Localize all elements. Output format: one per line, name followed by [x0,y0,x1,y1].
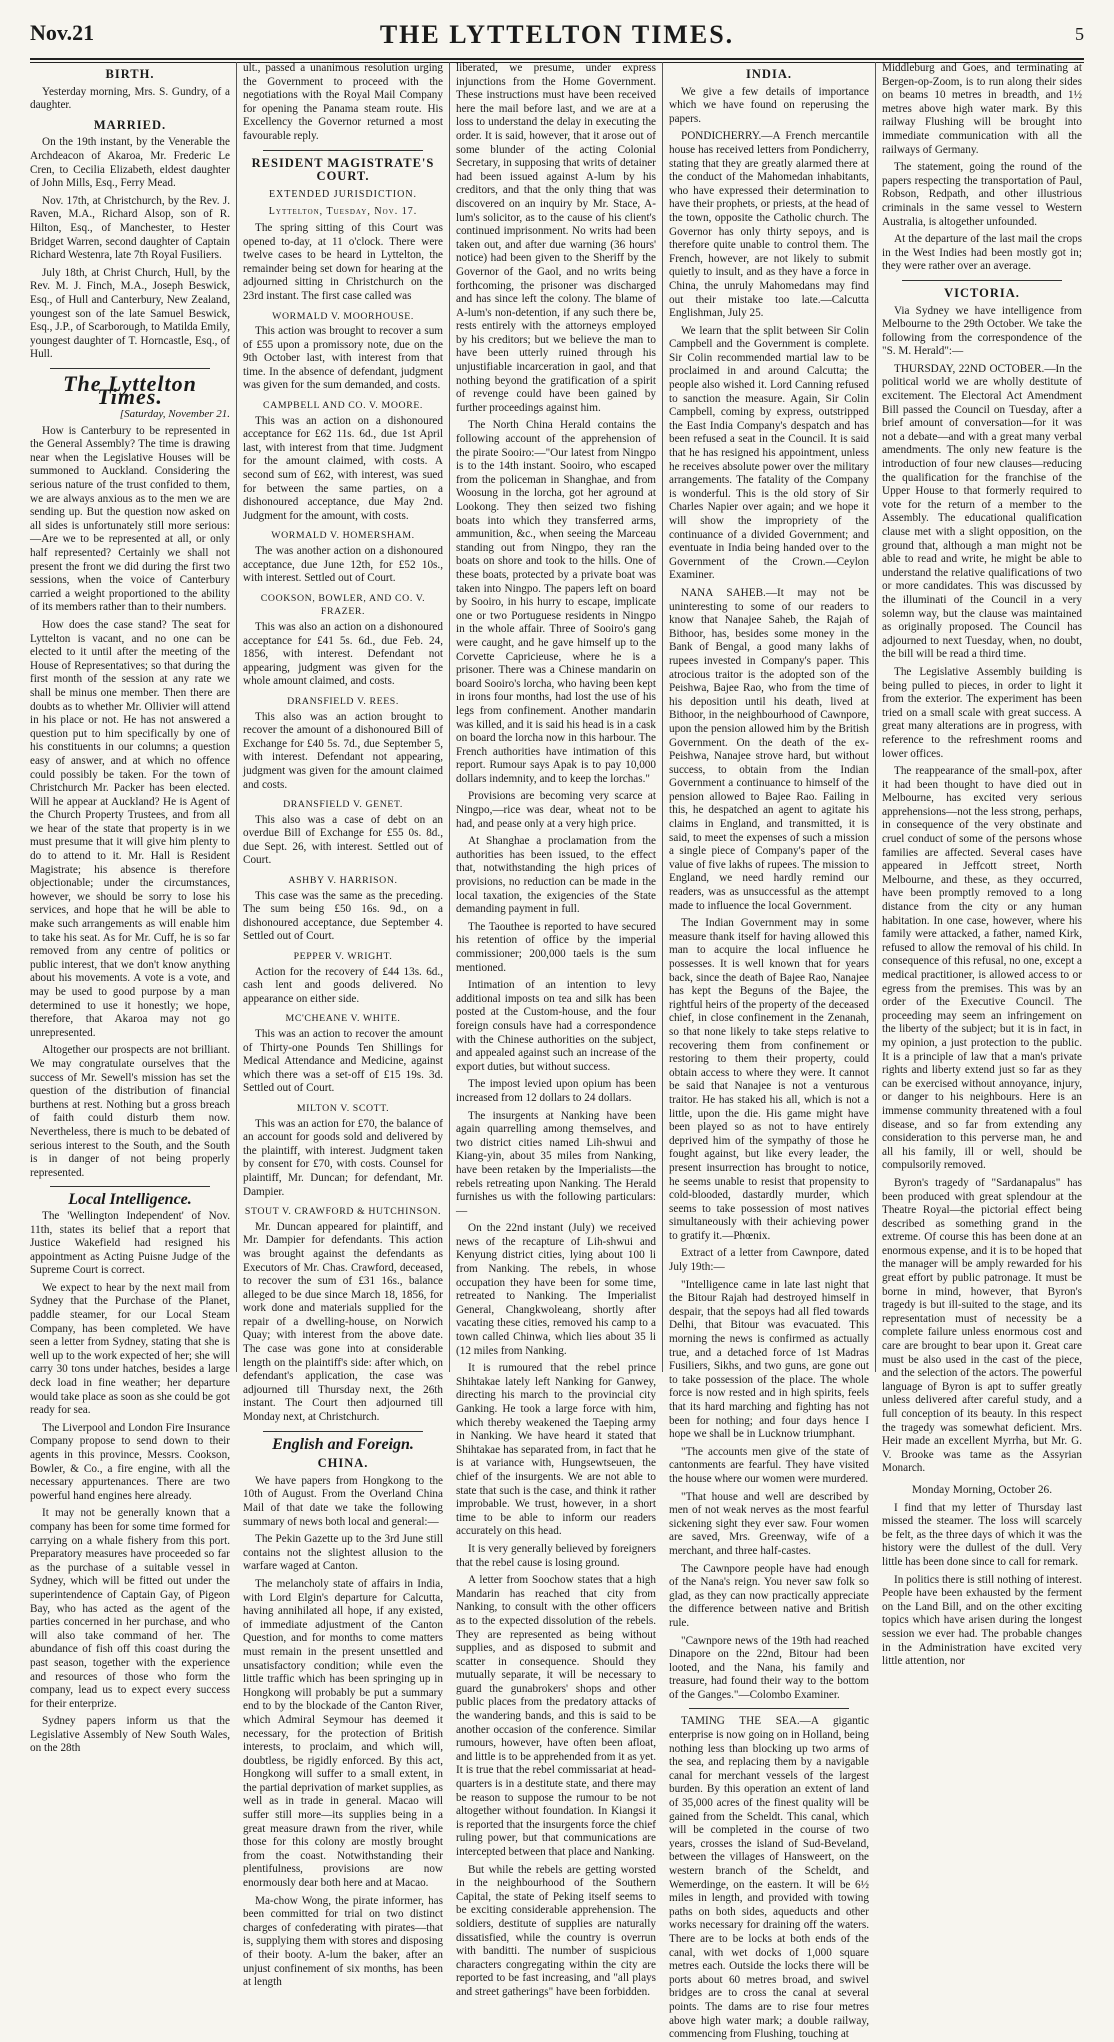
news-paragraph: The statement, going the round of the papers respecting the transportation of Paul, Robson, Redpath, and other illustrious criminals in the same vessel to Western Australia, is altogether unfounded. [882,161,1082,228]
china-paragraph: liberated, we presume, under express injunctions from the Home Government. These instructions must have been received here the mail before last, and we are at a loss to understand the delay in executing the order. It is said, however, that it arose out of some blunder of the acting Colonial Secretary, in supposing that writs of detainer had been issued against A-lum by his creditors, and that the only thing that was discovered on an inquiry by Mr. Stace, A-lum's solicitor, as to the cause of his client's continued imprisonment. No writs had been taken out, and after due warning (36 hours' notice) had been given to the Sheriff by the Governor of the Gaol, and no writs being forthcoming, the prisoner was discharged and has since left the colony. The blame of A-lum's non-detention, if any such there be, rests entirely with the attorneys employed by his creditors; but we believe the man to have been utterly ruined through his unjustifiable incarceration in gaol, and that nothing beyond the gratification of a spirit of revenge could have been gained by further proceedings against him. [456,62,656,414]
divider [263,1431,423,1432]
india-paragraph: We give a few details of importance which we have found on reperusing the papers. [669,85,869,125]
married-notice: July 18th, at Christ Church, Hull, by the Rev. M. J. Finch, M.A., Joseph Beswick, Esq., of Hull and Canterbury, New Zealand, youngest son of the late Samuel Beswick, Esq., J.P., of Scarborough, to Matilda Emily, youngest daughter of T. Horncastle, Esq., of Hull. [30,266,230,361]
nameplate: The Lyttelton Times. [63,370,197,410]
case-title: WORMALD V. MOORHOUSE. [272,310,414,322]
case-title: CAMPBELL AND CO. V. MOORE. [263,400,423,412]
column-divider [662,62,663,1372]
birth-notice: Yesterday morning, Mrs. S. Gundry, of a daughter. [30,85,230,112]
english-foreign-heading: English and Foreign. [272,1435,414,1453]
divider [902,280,1062,281]
divider [689,1708,849,1709]
case-text: This was an action to recover the amount of Thirty-one Pounds Ten Shillings for Medical Attendance and Medicine, against which there was a set-off of £15 19s. 3d. Settled out of Court. [243,1028,443,1095]
china-paragraph: The insurgents at Nanking have been again quarrelling among themselves, and two district cities named Lih-shwui and Kiang-yin, about 35 miles from Nanking, have been retaken by the Imperialists—the rebels retreating upon Nanking. The Herald furnishes us with the following particulars:— [456,1109,656,1217]
case-title: DRANSFIELD V. GENET. [283,799,403,811]
continued-paragraph: ult., passed a unanimous resolution urging the Government to proceed with the negotiations with the Royal Mail Company for opening the Panama steam route. His Excellency the Governor returned a most favourable reply. [243,62,443,142]
case-title: WORMALD V. HOMERSHAM. [271,530,415,542]
china-paragraph: The Taouthee is reported to have secured his retention of office by the imperial commissioner; 200,000 taels is the sum mentioned. [456,920,656,974]
issue-date: Nov.21 [30,20,95,45]
china-paragraph: The Pekin Gazette up to the 3rd June still contains not the slightest allusion to the warfare waged at Canton. [243,1533,443,1573]
divider [263,150,423,151]
case-title: MC'CHEANE V. WHITE. [285,1013,401,1025]
local-paragraph: The 'Wellington Independent' of Nov. 11th, states its belief that a report that Justice Wakefield had resigned his appointment as Acting Puisne Judge of the Supreme Court is correct. [30,1209,230,1277]
married-notice: On the 19th instant, by the Venerable the Archdeacon of Akaroa, Mr. Frederic Le Cren, to Cecilia Elizabeth, eldest daughter of John Mills, Esq., Ferry Mead. [30,136,230,190]
china-paragraph: On the 22nd instant (July) we received news of the recapture of Lih-shwui and Kenyung district cities, lying about 100 li from Nanking. The rebels, in whose occupation they have been for some time, retreated to Nanking. The Imperialist General, Changkwoleang, shortly after vacating these cities, removed his camp to a town called Chinwa, which lies about 35 li (12 miles from Nanking. [456,1222,656,1357]
china-paragraph: It is very generally believed by foreigners that the rebel cause is losing ground. [456,1542,656,1569]
case-text: This also was a case of debt on an overdue Bill of Exchange for £55 0s. 8d., due Sept. 26, with interest. Settled out of Court. [243,813,443,867]
china-paragraph: Provisions are becoming very scarce at Ningpo,—rice was dear, wheat not to be had, and pease only at a very high price. [456,790,656,830]
case-text: The was another action on a dishonoured acceptance, due June 12th, for £52 10s., with interest. Settled out of Court. [243,545,443,585]
column-4 [669,62,869,2041]
divider [50,1186,210,1187]
birth-heading: BIRTH. [105,67,155,81]
leader-dateline: [Saturday, November 21. [119,408,230,421]
china-paragraph: The impost levied upon opium has been increased from 12 dollars to 24 dollars. [456,1078,656,1104]
case-text: This action was brought to recover a sum of £55 upon a promissory note, due on the 9th October last, with interest from that time. In the absence of defendant, judgment was given for the sum demanded, and costs. [243,325,443,392]
india-paragraph: "Intelligence came in late last night that the Bitour Rajah had destroyed himself in despair, that the sepoys had all fled towards Delhi, that Bitour was evacuated. This morning the news is confirmed as actually true, and a detached force of 1st Madras Fusiliers, Sikhs, and two guns, are gone out to take possession of the place. The whole force is now rested and in high spirits, feels that its hard marching and fighting has not been for nothing; and four days hence I hope we shall be in Lucknow triumphant. [669,1278,869,1441]
case-text: This was an action for £70, the balance of an account for goods sold and delivered by the plaintiff, with interest. Judgment taken by consent for £70, with costs. Counsel for plaintiff, Mr. Duncan; for defendant, Mr. Dampier. [243,1117,443,1198]
local-paragraph: The Liverpool and London Fire Insurance Company propose to send down to their agents in this province, Messrs. Cookson, Bowler, & Co., a fire engine, with all the necessary appurtenances. There are two powerful hand engines here already. [30,1421,230,1502]
case-text: This also was an action brought to recover the amount of a dishonoured Bill of Exchange for £40 5s. 7d., due September 5, with interest. Defendant not appearing, judgment was given for the amount claimed and costs. [243,710,443,791]
married-notice: Nov. 17th, at Christchurch, by the Rev. J. Raven, M.A., Richard Alsop, son of R. Hilton, Esq., of Manchester, to Hester Bridget Warren, second daughter of Captain Richard Westenra, late 7th Royal Fusiliers. [30,194,230,262]
taming-sea-paragraph: TAMING THE SEA.—A gigantic enterprise is now going on in Holland, being nothing less than blocking up two arms of the sea, and replacing them by a navigable canal for merchant vessels of the largest burden. By this operation an extent of land of 35,000 acres of the finest quality will be gained from the Scheldt. This canal, which will be completed in the course of two years, crosses the island of Sud-Beveland, between the villages of Hansweert, on the western branch of the Scheldt, and Wemerdinge, on the eastern. It will be 6½ miles in length, and provided with towing paths on both sides, aqueducts and other works necessary for draining off the waters. There are to be locks at both ends of the canal, with wet docks of 1,000 square metres each. Outside the locks there will be ports about 60 metres broad, and swivel bridges are to cross the canal at several points. The dams are to rise four metres above high water mark; a double railway, commencing from Flushing, touching at [669,1715,869,2041]
india-paragraph: The Indian Government may in some measure thank itself for having allowed this man to acquire the local influence he possesses. It is well known that for years back, since the death of Bajee Rao, Nanajee has kept the Beguns of the Bajee, the rightful heirs of the property of the deceased chief, in close confinement in the Zenanah, so that none likely to take steps relative to recovering them from confinement or restoring to them their property, could obtain access to where they were. It cannot be said that Nanajee is not a venturous traitor. He has staked his all, which is not a little, upon the die. His game might have been played so as not to have entirely deprived him of the sympathy of those he fought against, but like every leader, the present insurrection has brought to notice, he seems unable to resist that propensity to cold-blooded, dastardly murder, which seems to take possession of most natives simultaneously with their achieving power to gratify it.—Phœnix. [669,917,869,1242]
india-paragraph: PONDICHERRY.—A French mercantile house has received letters from Pondicherry, stating that they are greatly alarmed there at the conduct of the Mahomedan inhabitants, who have expressed their determination to have their prophets, or priests, at the head of the town, opposite the Catholic church. The Governor has only thirty sepoys, and is therefore quite unable to control them. The French, however, are not likely to submit quietly to insult, and as they have a force in China, the unruly Mahomedans may find out their mistake too late.—Calcutta Englishman, July 25. [669,130,869,320]
china-paragraph: Intimation of an intention to levy additional imposts on tea and silk has been posted at the Custom-house, and the four foreign consuls have had a correspondence with the Chinese authorities on the subject, and appealed against such an increase of the export duties, but without success. [456,979,656,1073]
china-paragraph: The North China Herald contains the following account of the apprehension of the pirate Sooiro:—"Our latest from Ningpo is to the 14th instant. Sooiro, who escaped from the policeman in Shanghae, and from Woosung in the lorcha, got her aground at Lookong. They then seized two fishing boats into which they transferred arms, ammunition, &c., when seeing the Marceau standing out from Ningpo, they ran the boats on shore and took to the hills. One of these boats, protected by a private boat was taken into Ningpo. The papers left on board by Sooiro, in his hurry to escape, implicate one or two Portuguese residents in Ningpo in the whole affair. Three of Sooiro's gang were caught, and he gave himself up to the Corvette Capricieuse, where he is a prisoner. There was a Chinese mandarin on board Sooiro's lorcha, who having been kept in irons four months, had lost the use of his legs from confinement. Another mandarin was killed, and it is said his head is in a cask on board the lorcha now in this harbour. The French authorities have intimation of this report. Rumour says Apak is to pay 10,000 dollars indemnity, and to keep the lorchas." [456,419,656,785]
column-3 [456,62,656,1998]
local-paragraph: Sydney papers inform us that the Legislative Assembly of New South Wales, on the 28th [30,1715,230,1755]
local-paragraph: We expect to hear by the next mail from Sydney that the Purchase of the Planet, paddle steamer, for our Local Steam Company, has been completed. We have seen a letter from Sydney, stating that she is well up to the work expected of her; she will carry 30 tons under hatches, besides a large deck load in fine weather; her departure would take place as soon as she could be got ready for sea. [30,1281,230,1417]
china-heading: CHINA. [317,1456,369,1471]
leader-paragraph: How does the case stand? The seat for Lyttelton is vacant, and no one can be elected to it until after the meeting of the House of Representatives; so that during the first month of the session at any rate we shall be minus one member. Then there are doubts as to whether Mr. Ollivier will attend in his place or not. He has not answered a question put to him specifically by one of his constituents in our columns; a question easy of answer, and at which no offence could possibly be taken. For the town of Christchurch Mr. Packer has been elected. Will he appear at Auckland? He is Agent of the Church Property Trustees, and from all we hear of the state that property is in we must presume that it will give him plenty to do to attend to it. Mr. Hall is Resident Magistrate; his absence is therefore objectionable; under the circumstances, however, we should be sorry to lose his services, and hope that he will be able to make such arrangements as will enable him to take his seat. As for Mr. Cuff, he is so far removed from any centre of politics or public interest, that we don't know anything about his movements. A vote is a vote, and may be used to good purpose by a man determined to use it honestly; we hope, therefore, that Akaroa may not go unrepresented. [30,618,230,1039]
column-2 [243,62,443,1989]
court-date: Lyttelton, Tuesday, Nov. 17. [268,206,418,218]
case-text: Action for the recovery of £44 13s. 6d., cash lent and goods delivered. No appearance on either side. [243,965,443,1005]
victoria-paragraph: The reappearance of the small-pox, after it had been thought to have died out in Melbourne, has excited very serious apprehensions—not the less strong, perhaps, in consequence of the very obstinate and cruel conduct of some of the persons whose families are affected. Several cases have appeared in Jeffcott street, North Melbourne, and these, as they occurred, have been promptly removed to a long distance from the city or any human habitation. In one case, however, where his family were attacked, a father, named Kirk, refused to allow the removal of his child. In consequence of this refusal, no one, except a medical practitioner, is allowed access to or egress from the premises. This was by an order of the Executive Council. The proceeding may seem an infringement on the liberty of the subject; but it is in fact, in my opinion, a just protection to the public. It is a principle of law that a man's private rights and liberty extend just so far as they can be exercised without annoyance, injury, or danger to his neighbours. Here is an immense community threatened with a foul disease, and so far from extending any consideration to this perverse man, he and all his family, ill or well, should be compulsorily removed. [882,765,1082,1172]
india-paragraph: Extract of a letter from Cawnpore, dated July 19th:— [669,1247,869,1274]
leader-paragraph: Altogether our prospects are not brilliant. We may congratulate ourselves that the success of Mr. Sewell's mission has set the question of the distribution of financial burthens at rest. Nothing but a gross breach of faith could disturb them now. Nevertheless, there is much to be debated of serious interest to the South, and the South is in danger of not being properly represented. [30,1044,230,1179]
china-paragraph: At Shanghae a proclamation from the authorities has been issued, to the effect that, notwithstanding the high prices of provisions, no reduction can be made in the local taxation, the exigencies of the State demanding payment in full. [456,835,656,916]
leader-paragraph: How is Canterbury to be represented in the General Assembly? The time is drawing near when the Legislative Houses will be summoned to Auckland. Considering the serious nature of the trust confided to them, we are always anxious as to the men we are sending up. But the question now asked on all sides is unfortunately still more serious:—Are we to be represented at all, or only half represented? Certainly we shall not present the front we did during the first two sessions, when the voice of Canterbury carried a weight proportioned to the ability of its members rather than to their numbers. [30,424,230,614]
court-intro: The spring sitting of this Court was opened to-day, at 11 o'clock. There were twelve cases to be heard in Lyttelton, the remainder being set down for hearing at the adjourned sitting in Christchurch on the 23rd instant. The first case called was [243,221,443,302]
india-paragraph: The Cawnpore people have had enough of the Nana's reign. You never saw folk so glad, as they can now practically appreciate the difference between native and British rule. [669,1562,869,1629]
column-divider [236,62,237,1372]
monday-paragraph: In politics there is still nothing of interest. People have been exhausted by the ferment on the Land Bill, and on the other exciting topics which have arisen during the longest session we ever had. The probable changes in the Administration have excited very little attention, nor [882,1573,1082,1668]
case-text: Mr. Duncan appeared for plaintiff, and Mr. Dampier for defendants. This action was brought against the defendants as Executors of Mr. Chas. Crawford, deceased, to recover the sum of £31 16s., balance alleged to be due since March 18, 1856, for work done and materials supplied for the repair of a dwelling-house, on Norwich Quay; with interest from the above date. The case was gone into at considerable length on the plaintiff's side: after which, on defendant's application, the case was adjourned till Thursday next, the 26th instant. The Court then adjourned till Monday next, at Christchurch. [243,1220,443,1424]
case-text: This was an action on a dishonoured acceptance for £62 11s. 6d., due 1st April last, with interest from that time. Judgment for the amount claimed, with costs. A second sum of £62, with interest, was sued for between the same parties, on a dishonoured acceptance, due May 2nd. Judgment for the amount, with costs. [243,414,443,522]
case-title: MILTON V. SCOTT. [296,1102,390,1114]
india-paragraph: "The accounts men give of the state of cantonments are fearful. They have visited the house where our women were murdered. [669,1445,869,1485]
continued-paragraph: Middleburg and Goes, and terminating at Bergen-op-Zoom, is to run along their sides on beams 10 metres in breadth, and 1½ metres above high water mark. By this railway Flushing will be brought into immediate communication with all the railways of Germany. [882,62,1082,156]
columns [30,62,1084,2041]
column-5 [882,62,1082,1668]
column-divider [875,62,876,1372]
case-title: COOKSON, BOWLER, AND CO. V. FRAZER. [260,592,426,618]
india-paragraph: "That house and well are described by men of not weak nerves as the most fearful sickening sight they ever saw. Four women are saved, Mrs. Greenway, wife of a merchant, and three half-castes. [669,1490,869,1557]
page-number: 5 [1075,24,1084,44]
china-paragraph: Ma-chow Wong, the pirate informer, has been committed for trial on two distinct charges of confederating with pirates—that is, supplying them with stores and disposing of their booty. A-lum the baker, after an unjust confinement of six months, has been at length [243,1894,443,1989]
china-paragraph: It is rumoured that the rebel prince Shihtakae lately left Nanking for Ganwey, directing his march to the provincial city Ganking. He took a large force with him, which thereby weakened the Taeping army in Nanking. We have heard it stated that Shihtakae has separated from, in fact that he is at variance with, Hungsewtseuen, the chief of the insurgents. We are not able to state that such is the case, and think it rather improbable. We trust, however, in a short time to be able to inform our readers accurately on this head. [456,1362,656,1538]
case-title: ASHBY V. HARRISON. [288,875,398,887]
case-title: STOUT V. CRAWFORD & HUTCHINSON. [244,1206,442,1218]
column-1 [30,62,230,1755]
case-title: DRANSFIELD V. REES. [287,695,399,707]
india-heading: INDIA. [746,67,792,81]
local-paragraph: It may not be generally known that a company has been for some time formed for carrying on a whale fishery from this port. Preparatory measures have proceeded so far as the purchase of a suitable vessel in Sydney, which will be fitted out under the superintendence of Captain Gay, of Pigeon Bay, who has acted as the agent of the parties concerned in her purchase, and who will also take command of her. The abundance of fish off this coast during the past season, together with the experience and resources of those who form the company, lead us to expect every success for their enterprize. [30,1507,230,1710]
local-intelligence-heading: Local Intelligence. [68,1191,192,1209]
court-heading: RESIDENT MAGISTRATE'S COURT. [251,155,435,184]
india-paragraph: "Cawnpore news of the 19th had reached Dinapore on the 22nd, Bitour had been looted, and the Nana, his family and treasure, had found their way to the bottom of the Ganges."—Colombo Examiner. [669,1634,869,1701]
divider [50,368,210,369]
married-heading: MARRIED. [93,117,167,132]
china-paragraph: We have papers from Hongkong to the 10th of August. From the Overland China Mail of that date we take the following summary of news both local and general:— [243,1474,443,1528]
china-paragraph: The melancholy state of affairs in India, with Lord Elgin's departure for Calcutta, having annihilated all hope, if any existed, of immediate adjustment of the Canton Question, and for months to come matters must remain in the present unsettled and unsatisfactory condition; while even the little traffic which has been springing up in Hongkong will probably be put a summary end to by the blockade of the Canton River, which Admiral Seymour has deemed it necessary, for the protection of British interests, to proclaim, and which will, doubtless, be rigidly enforced. By this act, Hongkong will suffer to a small extent, in the partial deprivation of market supplies, as well as in trade in general. Macao will suffer still more—its supplies being in a great measure drawn from the river, while those for this colony are mostly brought from the coast. Notwithstanding their plentifulness, provisions are now enormously dear both here and at Macao. [243,1577,443,1890]
victoria-paragraph: Via Sydney we have intelligence from Melbourne to the 29th October. We take the following from the correspondence of the "S. M. Herald":— [882,304,1082,358]
case-title: PEPPER V. WRIGHT. [293,951,393,963]
india-paragraph: NANA SAHEB.—It may not be uninteresting to some of our readers to know that Nanajee Saheb, the Rajah of Bithoor, has, besides some money in the Bank of Bengal, a good many lakhs of rupees invested in Company's paper. This atrocious traitor is the adopted son of the Peishwa, Bajee Rao, who from the time of his deposition until his death, lived at Bithoor, in the neighbourhood of Cawnpore, upon the pension allowed him by the British Government. On the death of the ex-Peishwa, Nanajee strove hard, but without success, to obtain from the Indian Government a continuance to himself of the pension allowed to Bajee Rao. Failing in this, he despatched an agent to agitate his claims in England, and transmitted, it is said, to meet the expenses of such a mission a single piece of Company's paper of the value of five lakhs of rupees. The mission to England, we need hardly remind our readers, was as unsuccessful as the attempt made to influence the local Government. [669,586,869,912]
case-text: This case was the same as the preceding. The sum being £50 16s. 9d., on a dishonoured acceptance, due September 4. Settled out of Court. [243,889,443,943]
china-paragraph: A letter from Soochow states that a high Mandarin has reached that city from Nanking, to consult with the other officers as to the expected dissolution of the rebels. They are represented as being without supplies, and as disposed to submit and scatter in consequence. Should they mutually separate, it will be necessary to guard the gunabrokers' shops and other public places from the predatory attacks of the wandering bands, and this is said to be another occasion of the conference. Similar rumours, however, have often been afloat, and little is to be apprehended from it as yet. It is true that the rebel commissariat at head-quarters is in a destitute state, and there may be reason to suppose the rumour to be not altogether without foundation. In Kiangsi it is reported that the insurgents force the chief ruling power, but that communications are intercepted between that place and Nanking. [456,1574,656,1858]
monday-paragraph: I find that my letter of Thursday last missed the steamer. The loss will scarcely be felt, as the three days of which it was the history were the dullest of the dull. Very little has been done since to call for remark. [882,1501,1082,1568]
monday-heading: Monday Morning, October 26. [911,1483,1053,1496]
case-text: This was also an action on a dishonoured acceptance for £41 5s. 6d., due Feb. 24, 1856, with interest. Defendant not appearing, judgment was given for the whole amount claimed, and costs. [243,620,443,688]
victoria-heading: VICTORIA. [944,285,1020,300]
newspaper-title: THE LYTTELTON TIMES. [379,20,735,49]
court-subheading: EXTENDED JURISDICTION. [268,188,418,200]
india-paragraph: We learn that the split between Sir Colin Campbell and the Government is complete. Sir Colin recommended martial law to be proclaimed in and around Calcutta; the people also wished it. Lord Canning refused to sanction the measure. Again, Sir Colin Campbell, coming by express, outstripped the East India Company's despatch and has been refused a seat in the Council. It is said that he has resigned his appointment, unless he receives absolute power over the military arrangements. The fatality of the Company is wonderful. This is the old story of Sir Charles Napier over again; and we hope it will show the impropriety of the continuance of a divided Government; and eventuate in India being handed over to the Government of the Crown.—Ceylon Examiner. [669,324,869,582]
masthead [30,14,1084,54]
victoria-paragraph: THURSDAY, 22ND OCTOBER.—In the political world we are wholly destitute of excitement. The Electoral Act Amendment Bill passed the Council on Tuesday, after a brief amount of conversation—for it was not a debate—and with a great many verbal amendments. The only new feature is the introduction of four new clauses—reducing the qualification for the franchise of the Upper House to that formerly required to vote for the return of a member to the Assembly. The educational qualification clause met with a slight opposition, on the ground that, although a man might not be able to read and write, he might be able to understand the relative qualifications of two or more candidates. This was discussed by the illuminati of the Council in a very solemn way, but the clause was maintained as originally proposed. The Council has adjourned to next Tuesday, when, no doubt, the bill will be read a third time. [882,362,1082,661]
china-paragraph: But while the rebels are getting worsted in the neighbourhood of the Southern Capital, the state of Peking itself seems to be exciting considerable apprehension. The soldiers, destitute of supplies are naturally dissatisfied, while the country is overrun with banditti. The number of suspicious characters congregating within the city are reported to be fast increasing, and "all plays and street gatherings" have been forbidden. [456,1863,656,1998]
victoria-paragraph: Byron's tragedy of "Sardanapalus" has been produced with great splendour at the Theatre Royal—the pictorial effect being described as something grand in the extreme. Of course this has been done at an enormous expense, and it is to be hoped that the manager will be amply rewarded for his great effort by public patronage. It must be borne in mind, however, that Byron's tragedy is but ill-suited to the stage, and its representation must of necessity be a complete failure unless enormous cost and care are brought to bear upon it. Great care must be also used in the cast of the piece, and the selection of the actors. The powerful language of Byron is apt to suffer greatly unless delivered after careful study, and a full conception of its beauty. In this respect the tragedy was somewhat deficient. Mrs. Heir made an excellent Myrrha, but Mr. G. V. Brooke was tame as the Assyrian Monarch. [882,1176,1082,1475]
column-divider [449,62,450,1372]
victoria-paragraph: The Legislative Assembly building is being pulled to pieces, in order to light it from the exterior. The experiment has been tried on a small scale with great success. A great many alterations are in progress, with reference to the refreshment rooms and lower offices. [882,665,1082,760]
news-paragraph: At the departure of the last mail the crops in the West Indies had been mostly got in; they were rather over an average. [882,233,1082,273]
